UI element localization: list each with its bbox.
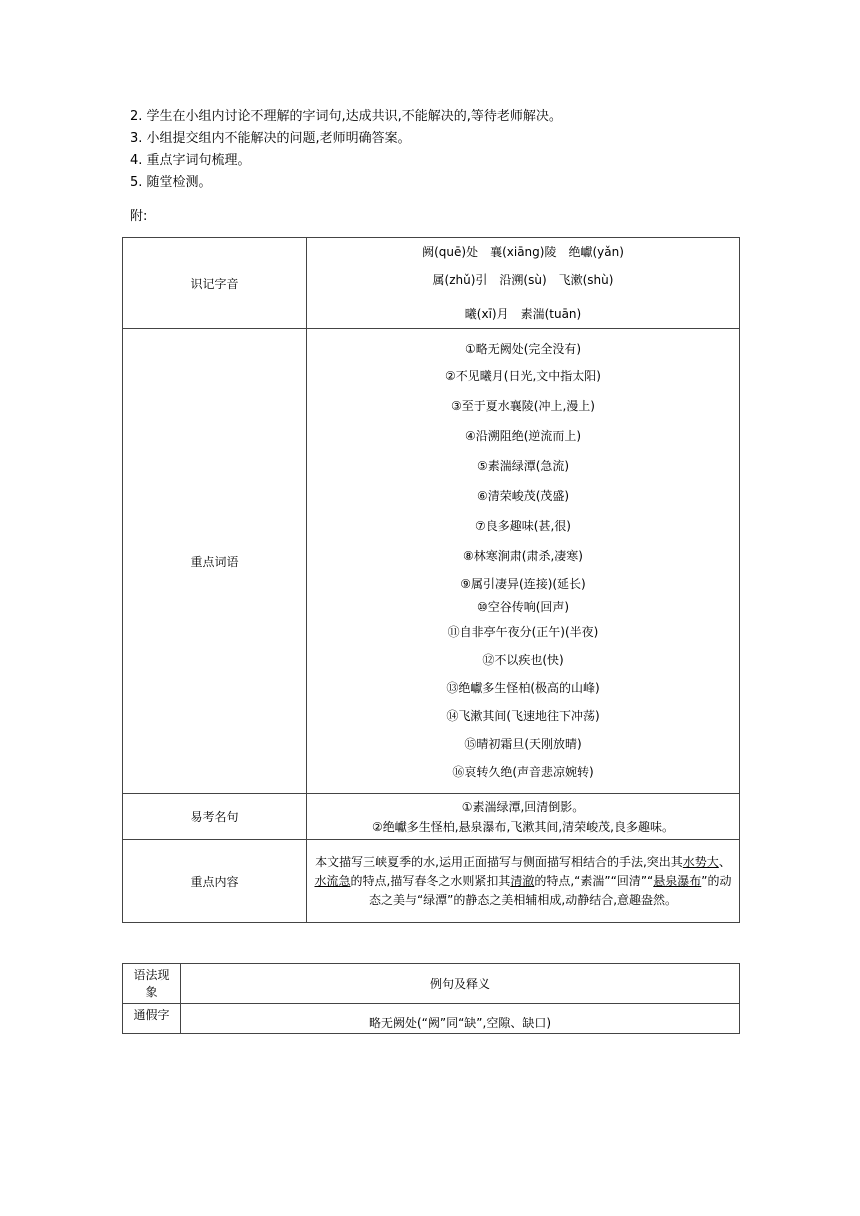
table-row [123, 329, 740, 794]
step-item: 3. 小组提交组内不能解决的问题,老师明确答案。 [130, 131, 411, 146]
vocab-item: ⑧林寒涧肃(肃杀,凄寒) [463, 549, 583, 563]
underlined-text: 水势大 [682, 854, 719, 869]
table-row [123, 238, 740, 329]
table-row [123, 1004, 740, 1034]
content-text: 本文描写三峡夏季的水,运用正面描写与侧面描写相结合的手法,突出其 [315, 854, 683, 869]
vocab-item: ⑬绝巘多生怪柏(极高的山峰) [446, 681, 600, 695]
pronunciation-cell [307, 238, 740, 329]
content-text: 的特点,“素湍”“回清”“ [534, 873, 654, 888]
underlined-text: 清澈 [510, 873, 535, 888]
content-text: ”的动态之美与“绿潭”的静态之美相辅相成,动静结合,意趣盎然。 [368, 873, 732, 907]
appendix-label: 附: [130, 209, 148, 224]
table-row [123, 964, 740, 1004]
table-row [123, 840, 740, 923]
pronunciation-line: 曦(xī)月 素湍(tuān) [464, 307, 582, 321]
vocab-item: ⑨属引凄异(连接)(延长) [460, 577, 586, 591]
vocab-item: ⑥清荣峻茂(茂盛) [476, 489, 570, 503]
content-cell [307, 840, 740, 923]
study-table [122, 237, 740, 923]
vocab-item: ④沿溯阻绝(逆流而上) [464, 429, 582, 443]
vocab-item: ②不见曦月(日光,文中指太阳) [445, 369, 601, 383]
vocab-item: ⑤素湍绿潭(急流) [476, 459, 570, 473]
vocab-item: ⑭飞漱其间(飞速地往下冲荡) [446, 709, 600, 723]
content-text: 、 [718, 854, 731, 869]
header-cell: 例句及释义 [181, 964, 740, 1004]
table-row [123, 794, 740, 840]
row-label: 通假字 [123, 1004, 181, 1034]
underlined-text: 悬泉瀑布 [653, 873, 702, 888]
vocab-item: ①略无阙处(完全没有) [464, 342, 582, 356]
content-text: 的特点,描写春冬之水则紧扣其 [350, 873, 511, 888]
step-item: 4. 重点字词句梳理。 [130, 153, 251, 168]
famous-line: ②绝巘多生怪柏,悬泉瀑布,飞漱其间,清荣峻茂,良多趣味。 [371, 819, 675, 834]
step-item: 2. 学生在小组内讨论不理解的字词句,达成共识,不能解决的,等待老师解决。 [130, 109, 562, 124]
famous-line: ①素湍绿潭,回清倒影。 [461, 799, 585, 814]
vocab-item: ⑦良多趣味(甚,很) [475, 519, 571, 533]
vocab-item: ③至于夏水襄陵(冲上,漫上) [451, 399, 595, 413]
vocab-item: ⑫不以疾也(快) [482, 653, 564, 667]
pronunciation-line: 阙(quē)处 襄(xiāng)陵 绝巘(yǎn) [422, 245, 624, 259]
underlined-text: 水流急 [314, 873, 351, 888]
row-label: 重点词语 [123, 329, 307, 794]
vocab-item: ⑯哀转久绝(声音悲凉婉转) [452, 765, 594, 779]
pronunciation-line: 属(zhǔ)引 沿溯(sù) 飞漱(shù) [432, 273, 614, 287]
header-cell: 语法现象 [123, 964, 181, 1004]
row-label: 易考名句 [123, 794, 307, 840]
example-cell: 略无阙处(“阙”同“缺”,空隙、缺口) [181, 1004, 740, 1034]
row-label: 识记字音 [123, 238, 307, 329]
row-label: 重点内容 [123, 840, 307, 923]
famous-cell [307, 794, 740, 840]
vocab-item: ⑩空谷传响(回声) [476, 600, 570, 614]
vocab-item: ⑪自非亭午夜分(正午)(半夜) [447, 625, 599, 639]
vocab-item: ⑮晴初霜旦(天刚放晴) [464, 737, 582, 751]
grammar-table [122, 963, 740, 1034]
step-item: 5. 随堂检测。 [130, 175, 212, 190]
vocabulary-cell [307, 329, 740, 794]
